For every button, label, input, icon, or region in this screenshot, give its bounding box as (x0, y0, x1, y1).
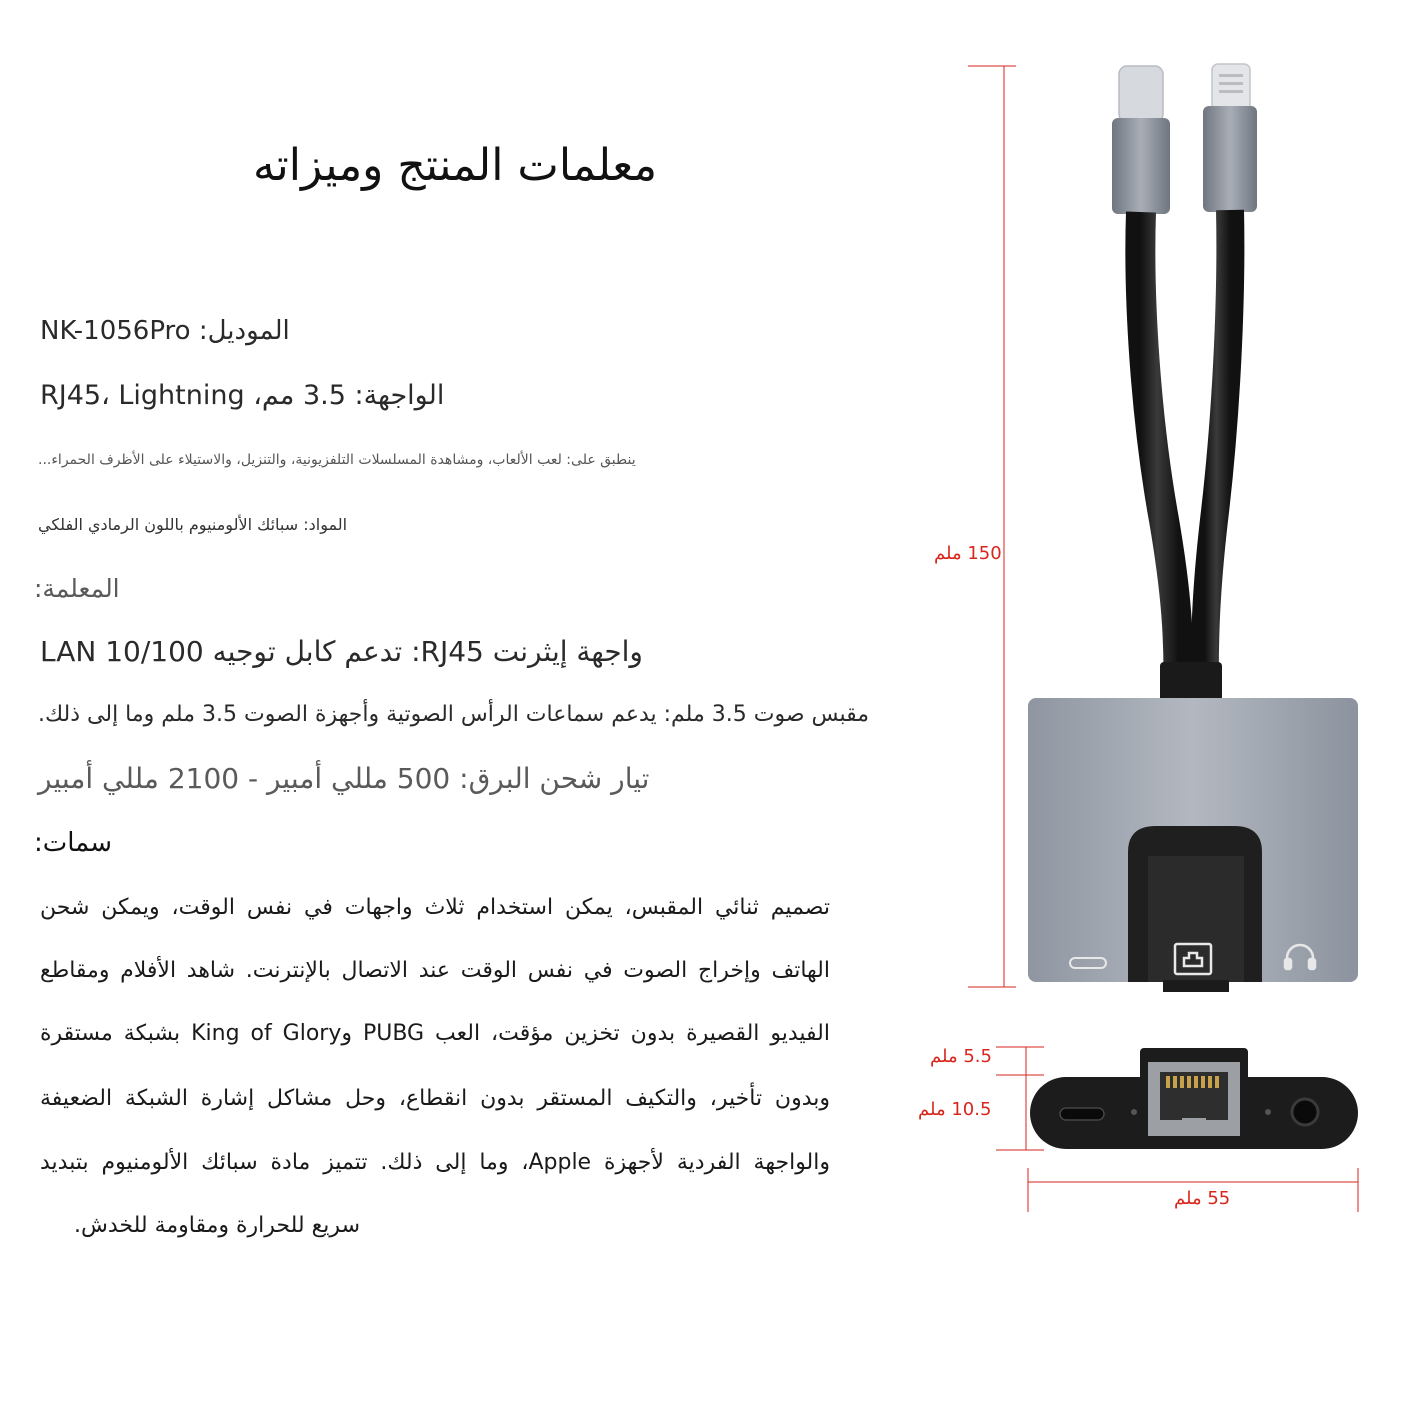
feature-line: وبدون تأخير، والتكيف المستقر بدون انقطاع، وحل مشاكل إشارة الشبكة الضعيفة (40, 1086, 830, 1111)
feature-line: تصميم ثنائي المقبس، يمكن استخدام ثلاث واجهات في نفس الوقت، ويمكن شحن (40, 895, 830, 920)
spec-model: الموديل: NK-1056Pro (40, 316, 290, 346)
lightning-plug (1203, 64, 1257, 212)
spec-interface: الواجهة: 3.5 مم، RJ45، Lightning (40, 380, 445, 411)
dimension-length: 150 ملم (934, 543, 1002, 564)
cables (1140, 210, 1230, 704)
spec-audio-jack: مقبس صوت 3.5 ملم: يدعم سماعات الرأس الصوتية وأجهزة الصوت 3.5 ملم وما إلى ذلك. (38, 702, 870, 727)
adapter-end-view (1030, 1048, 1358, 1149)
dimension-width: 55 ملم (1174, 1188, 1231, 1209)
spec-applies-to: ينطبق على: لعب الألعاب، ومشاهدة المسلسلات التلفزيونية، والتنزيل، والاستيلاء على الأظرف الحمراء... (38, 452, 636, 468)
spec-ethernet: واجهة إيثرنت RJ45: تدعم كابل توجيه LAN 10/100 (40, 635, 643, 668)
adapter-body (1028, 698, 1358, 992)
dimension-body-height: 10.5 ملم (918, 1099, 992, 1120)
features-heading: سمات: (34, 828, 112, 858)
feature-line: سريع للحرارة ومقاومة للخدش. (74, 1213, 360, 1238)
spec-material: المواد: سبائك الألومنيوم باللون الرمادي الفلكي (38, 515, 348, 534)
usb-c-plug (1112, 66, 1170, 214)
spec-lightning-current: تيار شحن البرق: 500 مللي أمبير - 2100 مللي أمبير (38, 762, 650, 795)
dimension-port-height: 5.5 ملم (930, 1046, 992, 1067)
feature-line: والواجهة الفردية لأجهزة Apple، وما إلى ذلك. تتميز مادة سبائك الألومنيوم بتبديد (40, 1150, 830, 1175)
parameters-heading: المعلمة: (34, 574, 120, 603)
page-title: معلمات المنتج وميزاته (252, 140, 658, 191)
feature-line: الهاتف وإخراج الصوت في نفس الوقت عند الاتصال بالإنترنت. شاهد الأفلام ومقاطع (40, 958, 830, 983)
feature-line: الفيديو القصيرة بدون تخزين مؤقت، العب PUBG وKing of Glory بشبكة مستقرة (40, 1021, 830, 1046)
